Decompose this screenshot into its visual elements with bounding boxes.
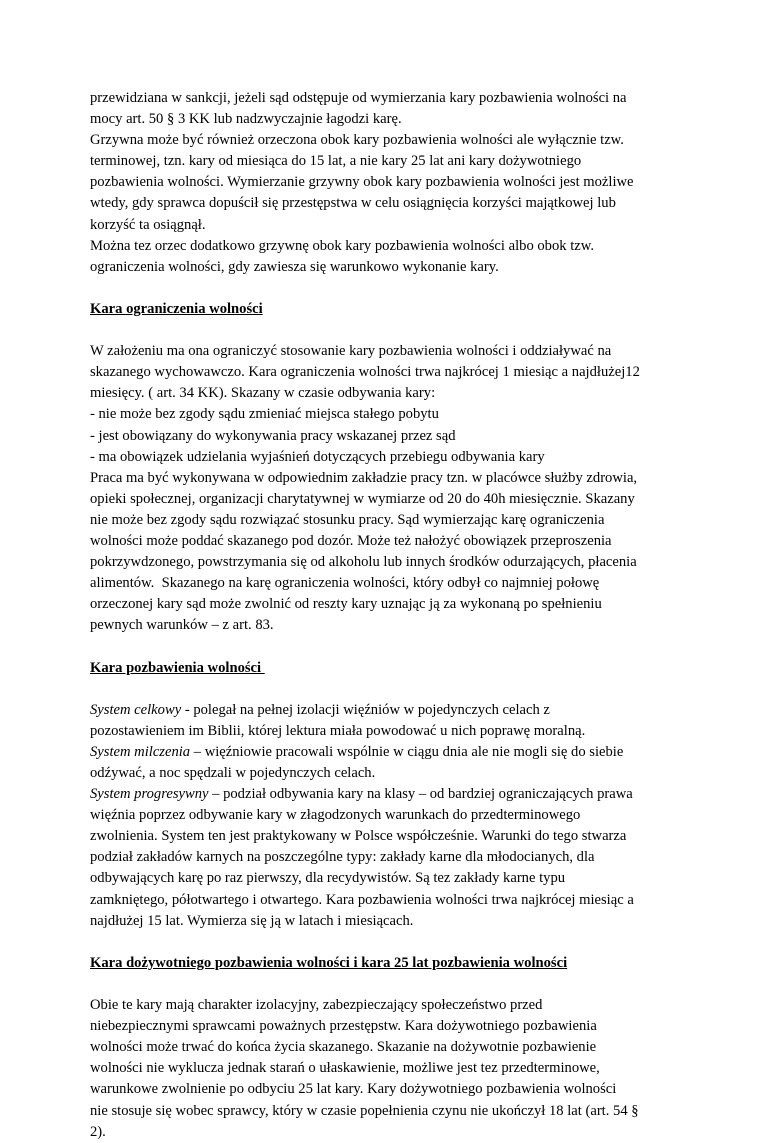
- text-line: najdłużej 15 lat. Wymierza się ją w latach i miesiącach.: [90, 912, 414, 929]
- spacer: [90, 636, 675, 657]
- section-heading-ograniczenie: Kara ograniczenia wolności: [90, 300, 263, 317]
- text-line: W założeniu ma ona ograniczyć stosowanie kary pozbawienia wolności i oddziaływać na: [90, 343, 612, 360]
- text-line: podział zakładów karnych na poszczególne typy: zakłady karne dla młodocianych, dla: [90, 849, 595, 866]
- section-heading-dozywocie: Kara dożywotniego pozbawienia wolności i kara 25 lat pozbawienia wolności: [90, 954, 568, 971]
- section-heading-pozbawienie: Kara pozbawienia wolności: [90, 659, 265, 676]
- text-line: - nie może bez zgody sądu zmieniać miejsca stałego pobytu: [90, 406, 439, 423]
- text-span: - polegał na pełnej izolacji więźniów w pojedynczych celach z: [181, 701, 550, 718]
- text-line: Praca ma być wykonywana w odpowiednim zakładzie pracy tzn. w placówce służby zdrowia,: [90, 469, 638, 486]
- text-line: pokrzywdzonego, powstrzymania się od alkoholu lub innych środków odurzających, płacenia: [90, 554, 637, 571]
- text-line: 2).: [90, 1123, 106, 1140]
- term-system-progresywny: System progresywny: [90, 786, 209, 803]
- text-line: ograniczenia wolności, gdy zawiesza się warunkowo wykonanie kary.: [90, 258, 499, 275]
- text-line: [90, 742, 675, 763]
- spacer: [90, 278, 675, 299]
- text-line: alimentów. Skazanego na karę ograniczenia wolności, który odbył co najmniej połowę: [90, 575, 600, 592]
- text-line: terminowej, tzn. kary od miesiąca do 15 lat, a nie kary 25 lat ani kary dożywotniego: [90, 153, 582, 170]
- text-line: [90, 700, 675, 721]
- text-line: pozostawieniem im Biblii, której lektura miała powodować u nich poprawę moralną.: [90, 722, 586, 739]
- text-line: przewidziana w sankcji, jeżeli sąd odstępuje od wymierzania kary pozbawienia wolności na: [90, 90, 627, 106]
- document-page: [90, 88, 675, 1143]
- text-line: wolności może poddać skazanego pod dozór. Może też nałożyć obowiązek przeproszenia: [90, 532, 612, 549]
- text-line: - ma obowiązek udzielania wyjaśnień dotyczących przebiegu odbywania kary: [90, 448, 545, 465]
- spacer: [90, 974, 675, 995]
- text-line: niebezpiecznymi sprawcami poważnych przestępstw. Kara dożywotniego pozbawienia: [90, 1018, 597, 1035]
- text-line: odbywających karę po raz pierwszy, dla recydywistów. Są tez zakłady karne typu: [90, 870, 566, 887]
- text-line: pozbawienia wolności. Wymierzanie grzywny obok kary pozbawienia wolności jest możliwe: [90, 174, 634, 191]
- spacer: [90, 932, 675, 953]
- text-line: korzyść ta osiągnął.: [90, 216, 206, 233]
- text-line: miesięcy. ( art. 34 KK). Skazany w czasie odbywania kary:: [90, 385, 436, 402]
- spacer: [90, 320, 675, 341]
- text-line: Można tez orzec dodatkowo grzywnę obok kary pozbawienia wolności albo obok tzw.: [90, 237, 594, 254]
- intro-paragraph: [90, 88, 675, 278]
- text-line: mocy art. 50 § 3 KK lub nadzwyczajnie łagodzi karę.: [90, 111, 402, 128]
- text-line: wolności może trwać do końca życia skazanego. Skazanie na dożywotnie pozbawienie: [90, 1039, 597, 1056]
- text-line: Obie te kary mają charakter izolacyjny, zabezpieczający społeczeństwo przed: [90, 997, 543, 1014]
- ograniczenie-paragraph: [90, 341, 675, 636]
- text-line: Grzywna może być również orzeczona obok kary pozbawienia wolności ale wyłącznie tzw.: [90, 132, 624, 149]
- text-line: wolności nie wyklucza jednak starań o ułaskawienie, możliwe jest tez przedterminowe,: [90, 1060, 600, 1077]
- text-line: skazanego wychowawczo. Kara ograniczenia wolności trwa najkrócej 1 miesiąc a najdłużej12: [90, 364, 640, 381]
- term-system-celkowy: System celkowy: [90, 701, 182, 718]
- text-line: zamkniętego, półotwartego i otwartego. Kara pozbawienia wolności trwa najkrócej miesiąc a: [90, 891, 634, 908]
- text-span: – więźniowie pracowali wspólnie w ciągu dnia ale nie mogli się do siebie: [190, 743, 624, 760]
- text-line: odźywać, a noc spędzali w pojedynczych celach.: [90, 765, 376, 781]
- text-line: zwolnienia. System ten jest praktykowany w Polsce współcześnie. Warunki do tego stwarza: [90, 828, 627, 845]
- text-line: pewnych warunków – z art. 83.: [90, 617, 274, 634]
- text-line: opieki społecznej, organizacji charytatywnej w wymiarze od 20 do 40h miesięcznie. Skazany: [90, 490, 635, 507]
- text-line: orzeczonej kary sąd może zwolnić od reszty kary uznając ją za wykonaną po spełnieniu: [90, 596, 602, 613]
- text-line: więźnia poprzez odbywanie kary w złagodzonych warunkach do przedterminowego: [90, 807, 581, 824]
- text-line: warunkowe zwolnienie po odbyciu 25 lat kary. Kary dożywotniego pozbawienia wolności: [90, 1081, 617, 1098]
- term-system-milczenia: System milczenia: [90, 743, 191, 760]
- spacer: [90, 679, 675, 700]
- pozbawienie-paragraph: [90, 700, 675, 932]
- dozywocie-paragraph: [90, 995, 675, 1143]
- text-line: - jest obowiązany do wykonywania pracy wskazanej przez sąd: [90, 427, 456, 444]
- text-line: [90, 784, 675, 805]
- text-line: nie stosuje się wobec sprawcy, który w czasie popełnienia czynu nie ukończył 18 lat (art. 54 §: [90, 1102, 639, 1119]
- text-line: wtedy, gdy sprawca dopuścił się przestępstwa w celu osiągnięcia korzyści majątkowej lub: [90, 195, 616, 212]
- text-line: nie może bez zgody sądu rozwiązać stosunku pracy. Sąd wymierzając karę ograniczenia: [90, 511, 605, 528]
- text-span: – podział odbywania kary na klasy – od bardziej ograniczających prawa: [208, 786, 633, 803]
